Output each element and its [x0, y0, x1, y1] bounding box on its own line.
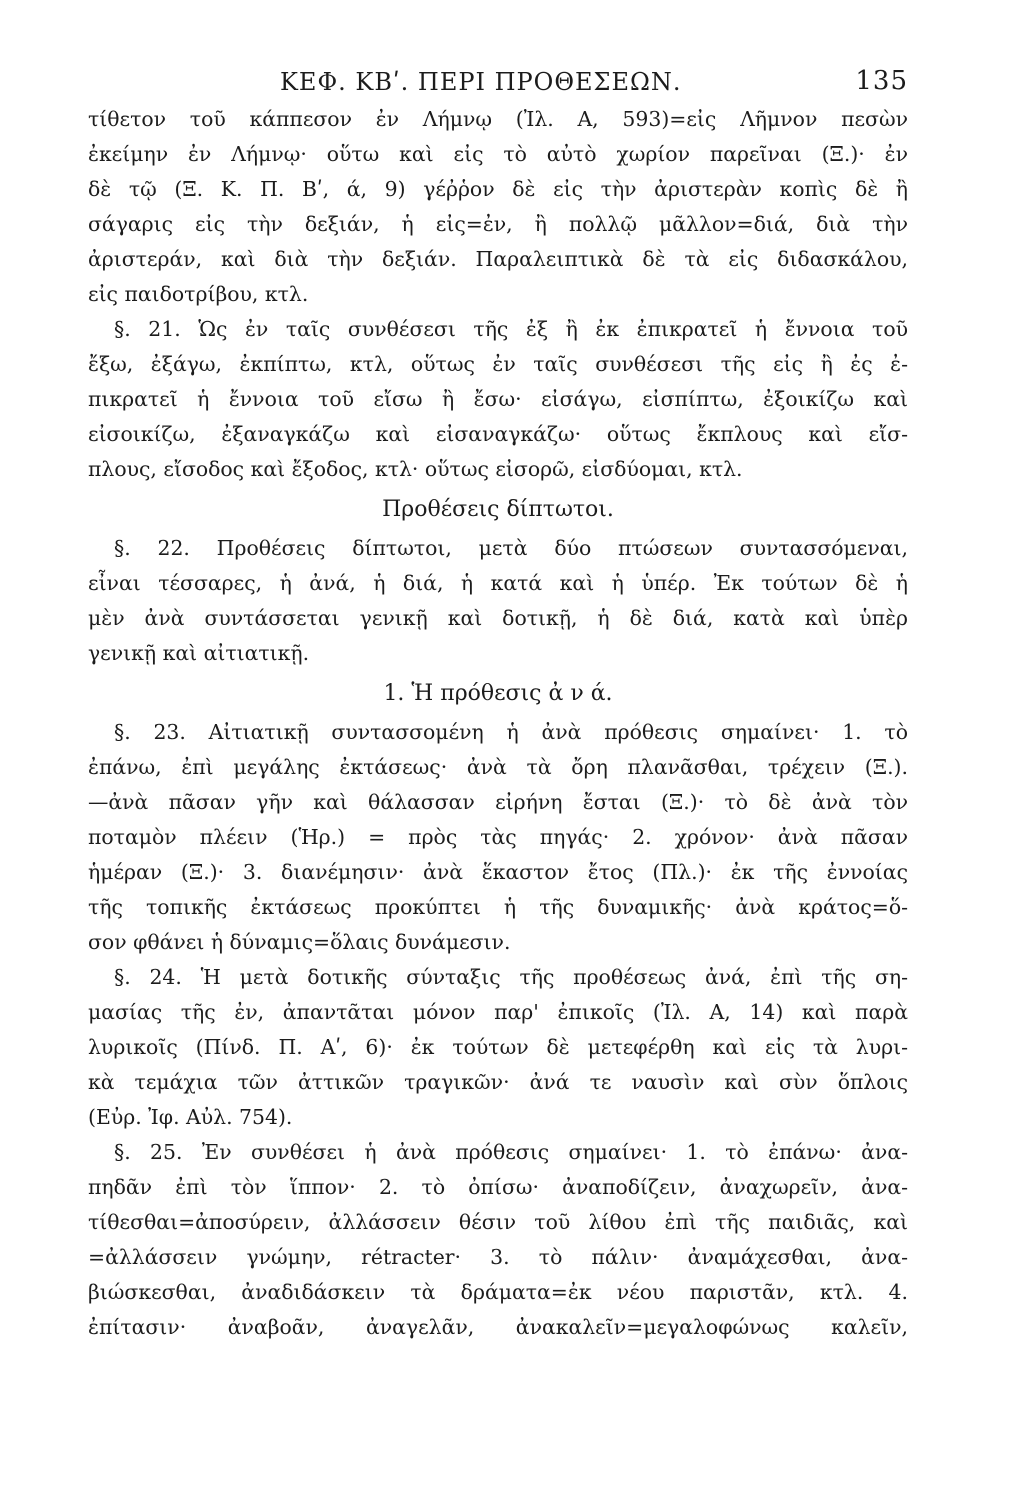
- text-line: σον φθάνει ἡ δύναμις=ὅλαις δυνάμεσιν.: [88, 930, 511, 954]
- text-line: μασίας τῆς ἐν, ἀπαντᾶται μόνον παρ' ἐπικοῖς (Ἰλ. Α, 14) καὶ παρὰ: [88, 1000, 908, 1024]
- text-line: §. 23. Αἰτιατικῇ συντασσομένη ἡ ἀνὰ πρόθεσις σημαίνει· 1. τὸ: [114, 720, 908, 744]
- text-line: ἔξω, ἐξάγω, ἐκπίπτω, κτλ, οὕτως ἐν ταῖς συνθέσεσι τῆς εἰς ἢ ἐς ἐ-: [88, 352, 908, 376]
- text-line: εἶναι τέσσαρες, ἡ ἀνά, ἡ διά, ἡ κατά καὶ ἡ ὑπέρ. Ἐκ τούτων δὲ ἡ: [88, 571, 908, 595]
- text-line: πλους, εἴσοδος καὶ ἔξοδος, κτλ· οὕτως εἰσορῶ, εἰσδύομαι, κτλ.: [88, 457, 743, 481]
- page-number: 135: [855, 66, 908, 96]
- paragraph-section-25: [88, 1135, 908, 1345]
- text-line: τίθετον τοῦ κάππεσον ἐν Λήμνῳ (Ἰλ. Α, 593)=εἰς Λῆμνον πεσὼν: [88, 107, 908, 131]
- section-heading-diptotic: Προθέσεις δίπτωτοι.: [382, 497, 614, 522]
- text-line: —ἀνὰ πᾶσαν γῆν καὶ θάλασσαν εἰρήνη ἔσται (Ξ.)· τὸ δὲ ἀνὰ τὸν: [88, 790, 908, 814]
- text-line: §. 22. Προθέσεις δίπτωτοι, μετὰ δύο πτώσεων συντασσόμεναι,: [114, 536, 908, 560]
- paragraph-continuation: [88, 102, 908, 312]
- text-line: σάγαρις εἰς τὴν δεξιάν, ἡ εἰς=ἐν, ἢ πολλῷ μᾶλλον=διά, διὰ τὴν: [88, 212, 908, 236]
- text-line: ἀριστεράν, καὶ διὰ τὴν δεξιάν. Παραλειπτικὰ δὲ τὰ εἰς διδασκάλου,: [88, 247, 908, 271]
- text-line: τῆς τοπικῆς ἐκτάσεως προκύπτει ἡ τῆς δυναμικῆς· ἀνὰ κράτος=ὅ-: [88, 895, 908, 919]
- text-line: §. 24. Ἡ μετὰ δοτικῆς σύνταξις τῆς προθέσεως ἀνά, ἐπὶ τῆς ση-: [114, 965, 908, 989]
- text-line: §. 25. Ἐν συνθέσει ἡ ἀνὰ πρόθεσις σημαίνει· 1. τὸ ἐπάνω· ἀνα-: [114, 1140, 908, 1164]
- text-line: κὰ τεμάχια τῶν ἀττικῶν τραγικῶν· ἀνά τε ναυσὶν καὶ σὺν ὅπλοις: [88, 1070, 908, 1094]
- book-page: [88, 62, 908, 1345]
- text-line: βιώσκεσθαι, ἀναδιδάσκειν τὰ δράματα=ἐκ νέου παριστᾶν, κτλ. 4.: [88, 1280, 908, 1304]
- text-line: εἰσοικίζω, ἐξαναγκάζω καὶ εἰσαναγκάζω· οὕτως ἔκπλους καὶ εἴσ-: [88, 422, 908, 446]
- paragraph-section-24: [88, 960, 908, 1135]
- page-header: [88, 62, 908, 102]
- running-head: ΚΕΦ. ΚΒʹ. ΠΕΡΙ ΠΡΟΘΕΣΕΩΝ.: [280, 68, 682, 96]
- text-line: ἐπάνω, ἐπὶ μεγάλης ἐκτάσεως· ἀνὰ τὰ ὄρη πλανᾶσθαι, τρέχειν (Ξ.).: [88, 755, 908, 779]
- text-line: τίθεσθαι=ἀποσύρειν, ἀλλάσσειν θέσιν τοῦ λίθου ἐπὶ τῆς παιδιᾶς, καὶ: [88, 1210, 908, 1234]
- text-line: πηδᾶν ἐπὶ τὸν ἵππον· 2. τὸ ὀπίσω· ἀναποδίζειν, ἀναχωρεῖν, ἀνα-: [88, 1175, 908, 1199]
- text-line: ποταμὸν πλέειν (Ἡρ.) = πρὸς τὰς πηγάς· 2. χρόνον· ἀνὰ πᾶσαν: [88, 825, 908, 849]
- text-line: (Εὐρ. Ἰφ. Αὐλ. 754).: [88, 1105, 293, 1129]
- text-line: λυρικοῖς (Πίνδ. Π. Αʹ, 6)· ἐκ τούτων δὲ μετεφέρθη καὶ εἰς τὰ λυρι-: [88, 1035, 908, 1059]
- paragraph-section-23: [88, 715, 908, 960]
- text-line: ἡμέραν (Ξ.)· 3. διανέμησιν· ἀνὰ ἕκαστον ἔτος (Πλ.)· ἐκ τῆς ἐννοίας: [88, 860, 908, 884]
- text-line: μὲν ἀνὰ συντάσσεται γενικῇ καὶ δοτικῇ, ἡ δὲ διά, κατὰ καὶ ὑπὲρ: [88, 606, 908, 630]
- text-line: γενικῇ καὶ αἰτιατικῇ.: [88, 641, 310, 665]
- text-line: =ἀλλάσσειν γνώμην, rétracter· 3. τὸ πάλιν· ἀναμάχεσθαι, ἀνα-: [88, 1245, 908, 1269]
- text-line: §. 21. Ὡς ἐν ταῖς συνθέσεσι τῆς ἐξ ἢ ἐκ ἐπικρατεῖ ἡ ἔννοια τοῦ: [114, 317, 908, 341]
- text-line: ἐκείμην ἐν Λήμνῳ· οὕτω καὶ εἰς τὸ αὐτὸ χωρίον παρεῖναι (Ξ.)· ἐν: [88, 142, 908, 166]
- section-heading-ana: 1. Ἡ πρόθεσις ἀ ν ά.: [383, 681, 613, 706]
- paragraph-section-22: [88, 531, 908, 671]
- paragraph-section-21: [88, 312, 908, 487]
- text-line: δὲ τῷ (Ξ. Κ. Π. Βʹ, ά, 9) γέῤῥον δὲ εἰς τὴν ἀριστερὰν κοπὶς δὲ ἢ: [88, 177, 908, 201]
- text-line: εἰς παιδοτρίβου, κτλ.: [88, 282, 309, 306]
- text-line: ἐπίτασιν· ἀναβοᾶν, ἀναγελᾶν, ἀνακαλεῖν=μεγαλοφώνως καλεῖν,: [88, 1315, 908, 1339]
- text-line: πικρατεῖ ἡ ἔννοια τοῦ εἴσω ἢ ἔσω· εἰσάγω, εἰσπίπτω, ἐξοικίζω καὶ: [88, 387, 908, 411]
